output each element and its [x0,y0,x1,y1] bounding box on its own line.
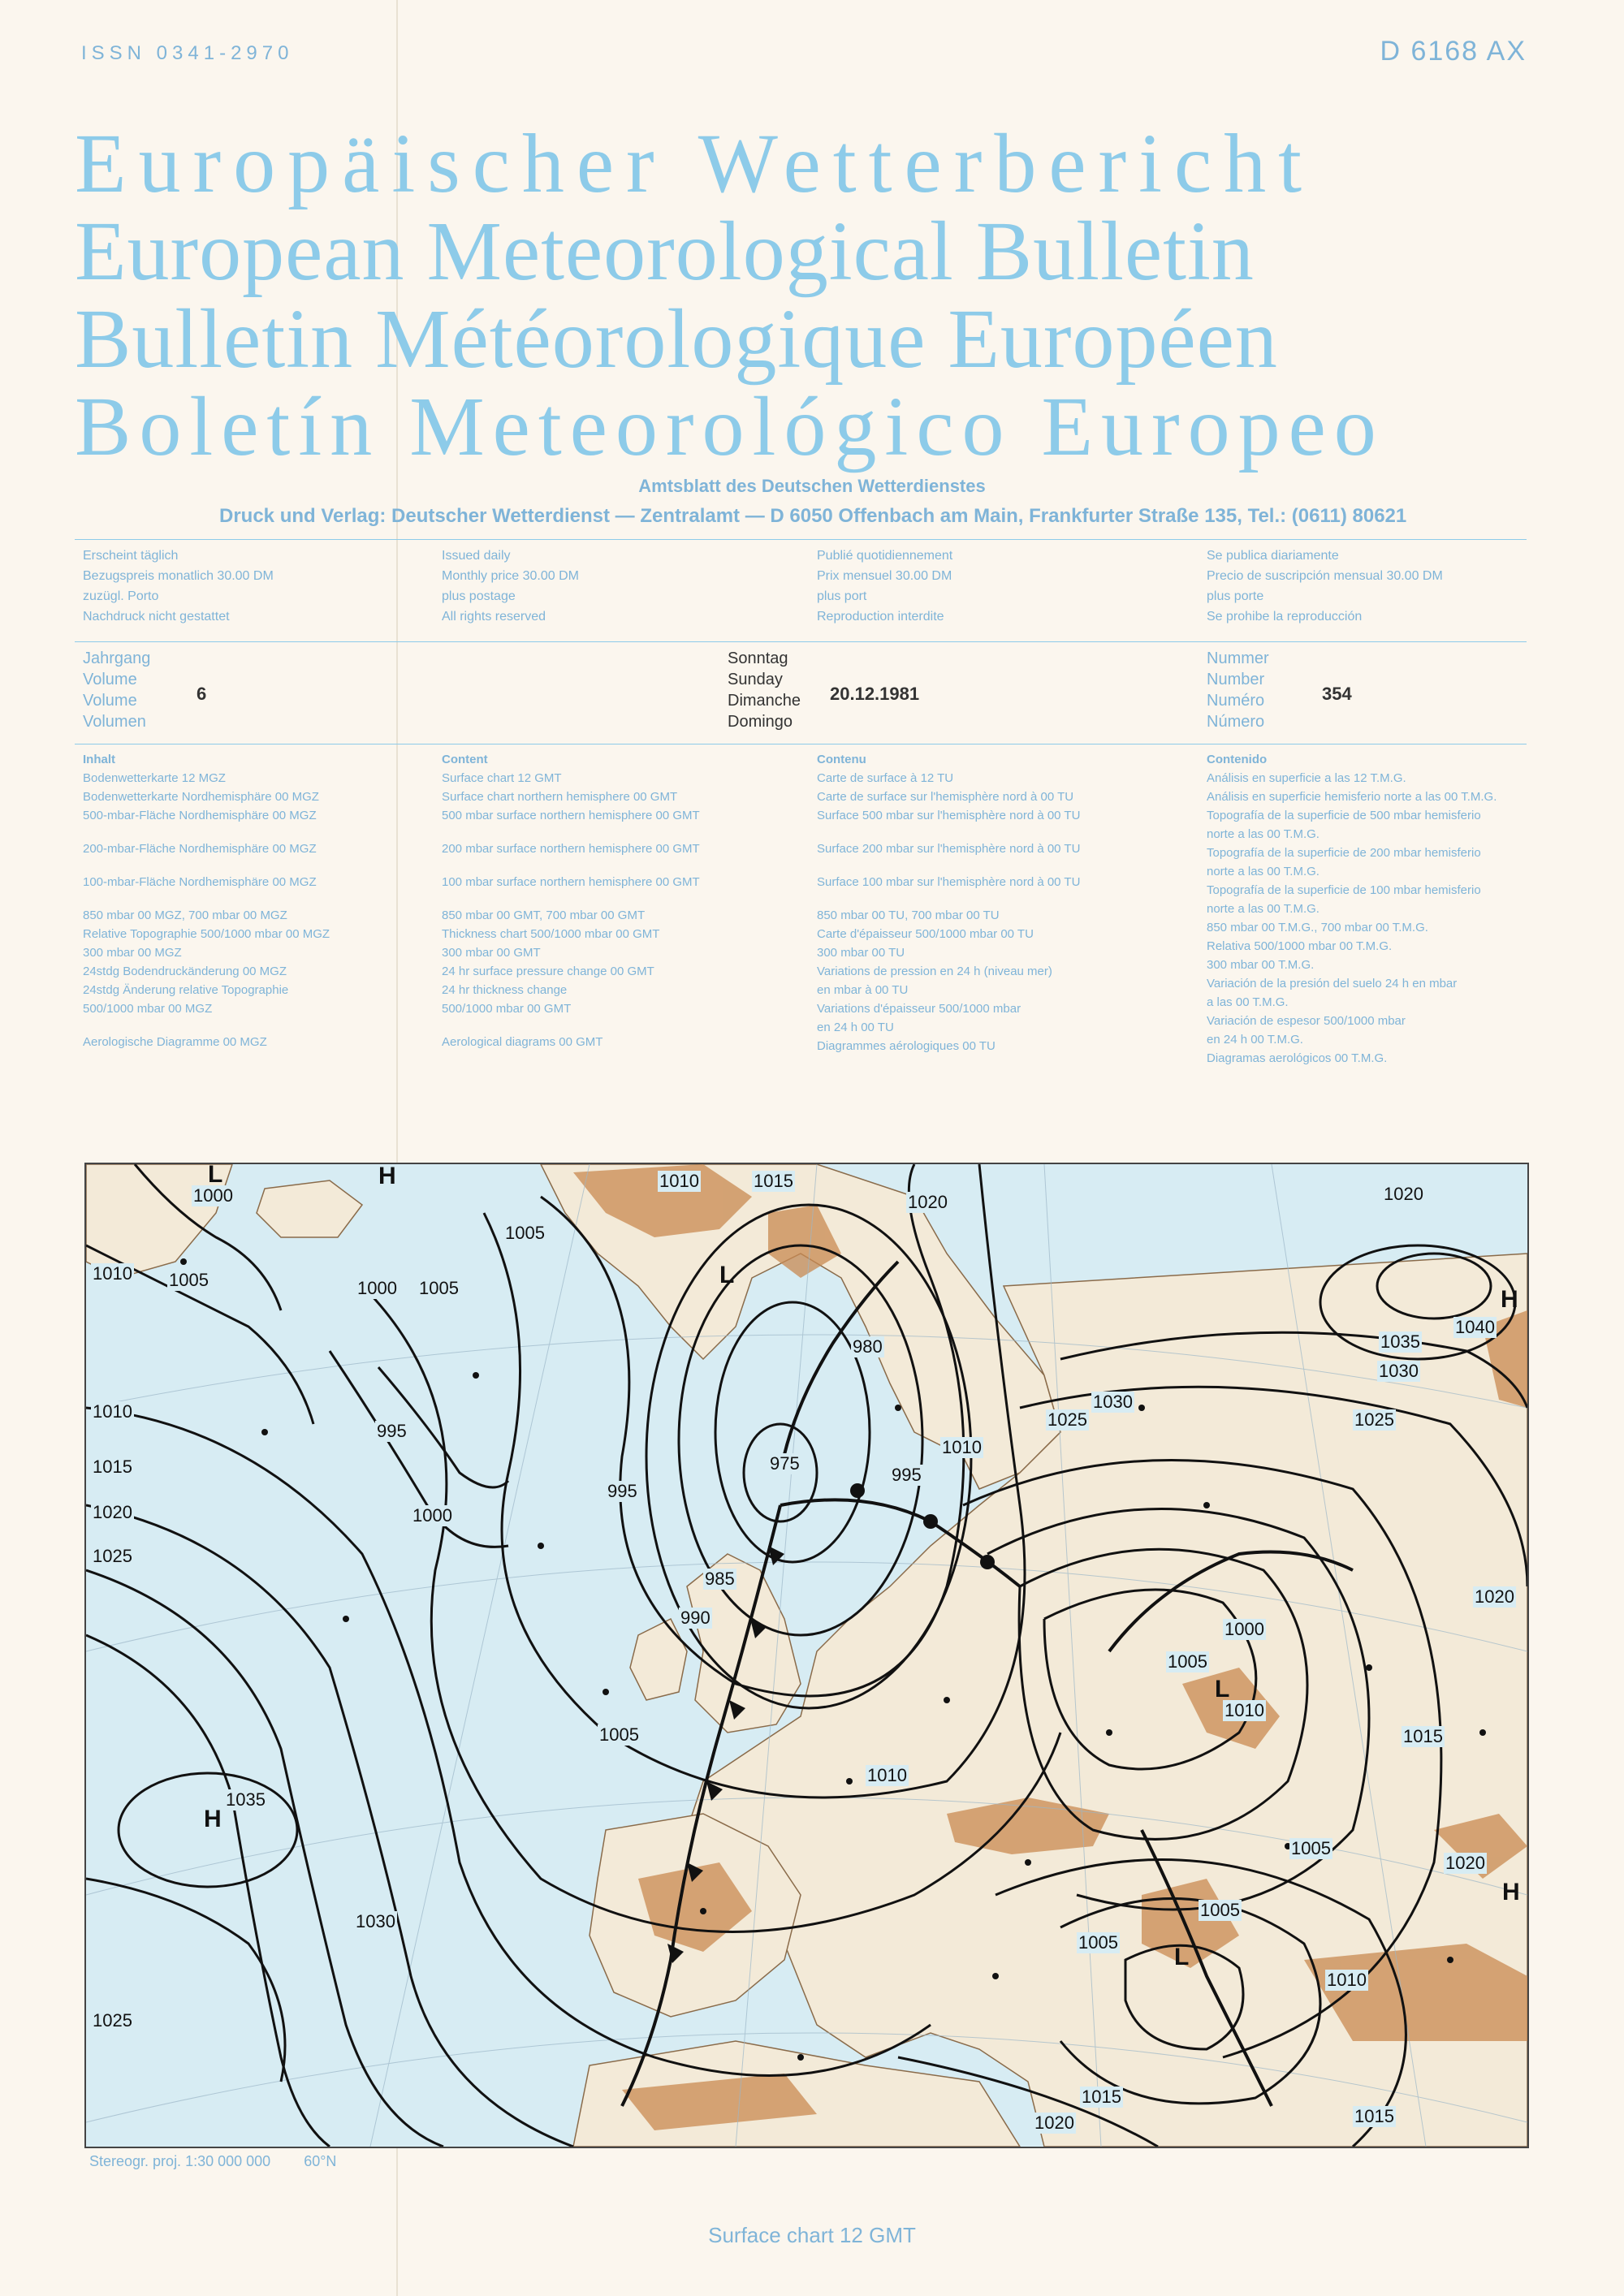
volume-label-en: Volume [83,671,137,688]
contents-en-item: 24 hr thickness change [442,983,568,997]
number-label-fr: Numéro [1207,692,1265,710]
official-gazette-line: Amtsblatt des Deutschen Wetterdienstes [638,476,986,496]
station [538,1543,544,1549]
isobar-label: 1005 [599,1724,639,1745]
publication-en [442,546,579,627]
contents-en-item: 300 mbar 00 GMT [442,946,541,960]
isobar-label: 1000 [412,1505,452,1526]
station [1447,1957,1453,1963]
projection-note: Stereogr. proj. 1:30 000 000 [89,2153,271,2169]
day-de: Sonntag [728,650,788,667]
contents-fr [817,750,1080,1055]
isobar-label: 1005 [1291,1838,1331,1858]
contents-heading-es: Contenido [1207,753,1268,766]
meridian [370,1164,590,2147]
isobar-label: 1015 [1354,2106,1394,2126]
issn: ISSN 0341-2970 [81,42,294,64]
day-es: Domingo [728,713,793,731]
station [797,2054,804,2061]
contents-de-item: Bodenwetterkarte Nordhemisphäre 00 MGZ [83,790,319,804]
contents-en [442,750,700,1051]
warm-front-semicircle [850,1483,865,1498]
contents-de-item: 500/1000 mbar 00 MGZ [83,1002,213,1016]
contents-de-item: Relative Topographie 500/1000 mbar 00 MGZ [83,927,330,941]
contents-es-item: Topografía de la superficie de 100 mbar hemisferio [1207,883,1481,897]
station [846,1778,853,1785]
contents-de-item: 24stdg Bodendruckänderung 00 MGZ [83,965,287,978]
isobar-label: 1010 [1224,1700,1264,1720]
contents-en-item: 24 hr surface pressure change 00 GMT [442,965,654,978]
contents-fr-item: en 24 h 00 TU [817,1021,894,1034]
pub-es-1: Precio de suscripción mensual 30.00 DM [1207,569,1443,583]
isobar-label: 1005 [1200,1900,1240,1920]
warm-front-semicircle [923,1514,938,1529]
station [473,1372,479,1379]
contents-en-item: 500/1000 mbar 00 GMT [442,1002,572,1016]
land-layer [86,1164,1527,2147]
isobar-label: 1015 [93,1457,132,1477]
surface-chart-map [84,1163,1529,2148]
contents-de [83,750,330,1051]
number-label-es: Número [1207,713,1265,731]
isobar-label: 1020 [93,1502,132,1522]
isobar-label: 1015 [1403,1726,1443,1746]
isobar-label: 995 [607,1481,637,1501]
contents-de-item: 24stdg Änderung relative Topographie [83,983,289,997]
contents-fr-item: Carte de surface à 12 TU [817,771,954,785]
isobar-label: 1005 [169,1270,209,1290]
contents-fr-item: Variations d'épaisseur 500/1000 mbar [817,1002,1021,1016]
isobar-label: 1030 [1093,1392,1133,1412]
isobar-label: 995 [377,1421,407,1441]
issue-date: 20.12.1981 [830,684,920,704]
number-label-en: Number [1207,671,1265,688]
isobar-label: 1035 [226,1789,266,1810]
isobar-label: 1010 [867,1765,907,1785]
contents-es-item: Análisis en superficie a las 12 T.M.G. [1207,771,1406,785]
high-pressure-center: H [1501,1286,1518,1313]
contents-es-item: Variación de espesor 500/1000 mbar [1207,1014,1406,1028]
number-labels [1207,648,1269,732]
title-german: Europäischer Wetterbericht [75,117,1315,210]
isobar-label: 1005 [1078,1932,1118,1953]
contents-de-item: 300 mbar 00 MGZ [83,946,182,960]
contents-es [1207,750,1497,1068]
publisher-line: Druck und Verlag: Deutscher Wetterdienst — Zentralamt — D 6050 Offenbach am Main, Frankfurter Straße 135, Tel.: (0611) 80621 [219,505,1407,527]
contents-es-item: Variación de la presión del suelo 24 h en mbar [1207,977,1458,990]
divider-issue-top [75,641,1527,642]
station [1366,1664,1372,1671]
station [944,1697,950,1703]
isobar-label: 1020 [908,1192,948,1212]
contents-heading-fr: Contenu [817,753,866,766]
publication-fr [817,546,952,627]
ireland-landmass [630,1619,687,1700]
station [261,1429,268,1435]
station [343,1616,349,1622]
isobar-label: 1020 [1384,1184,1423,1204]
contents-en-item: Surface chart northern hemisphere 00 GMT [442,790,678,804]
pub-de-3: Nachdruck nicht gestattet [83,610,230,624]
contents-de-item: Bodenwetterkarte 12 MGZ [83,771,226,785]
title-spanish: Boletín Meteorológico Europeo [75,380,1384,473]
isobar-label: 1005 [419,1278,459,1298]
document-id: D 6168 AX [1380,36,1527,67]
pub-fr-3: Reproduction interdite [817,610,944,624]
isobar-label: 1015 [1082,2087,1121,2107]
day-labels [728,648,801,732]
contents-en-item: Thickness chart 500/1000 mbar 00 GMT [442,927,660,941]
divider-top [75,539,1527,540]
station [1479,1729,1486,1736]
contents-es-item: 850 mbar 00 T.M.G., 700 mbar 00 T.M.G. [1207,921,1428,934]
title-french: Bulletin Météorologique Européen [75,292,1278,386]
contents-fr-item: Carte de surface sur l'hemisphère nord à 00 TU [817,790,1074,804]
pub-en-2: plus postage [442,589,516,603]
station [1138,1405,1145,1411]
contents-fr-item: Surface 100 mbar sur l'hemisphère nord à 00 TU [817,875,1081,889]
isobar-label: 1030 [356,1911,395,1931]
isobar-label: 995 [892,1465,922,1485]
title-english: European Meteorological Bulletin [75,205,1255,298]
pub-fr-1: Prix mensuel 30.00 DM [817,569,952,583]
station [992,1973,999,1979]
contents-en-item: 200 mbar surface northern hemisphere 00 GMT [442,842,700,856]
contents-fr-item: 850 mbar 00 TU, 700 mbar 00 TU [817,908,1000,922]
isobar-label: 1020 [1445,1853,1485,1873]
contents-de-item: 200-mbar-Fläche Nordhemisphäre 00 MGZ [83,842,317,856]
pub-es-3: Se prohibe la reproducción [1207,610,1363,624]
contents-es-item: norte a las 00 T.M.G. [1207,827,1320,841]
isobar-label: 975 [770,1453,800,1474]
contents-fr-item: Surface 200 mbar sur l'hemisphère nord à 00 TU [817,842,1081,856]
low-pressure-center: L [719,1262,735,1288]
isobar-label: 1025 [1047,1409,1087,1430]
isobar-label: 1040 [1455,1317,1495,1337]
isobar-label: 1010 [93,1263,132,1284]
publication-de [83,546,274,627]
contents-es-item: a las 00 T.M.G. [1207,995,1289,1009]
pub-fr-2: plus port [817,589,867,603]
contents-fr-item: 300 mbar 00 TU [817,946,905,960]
contents-es-item: Topografía de la superficie de 200 mbar hemisferio [1207,846,1481,860]
low-pressure-center: L [1215,1676,1230,1703]
contents-de-item: Aerologische Diagramme 00 MGZ [83,1035,267,1049]
contents-en-item: 100 mbar surface northern hemisphere 00 GMT [442,875,700,889]
contents-es-item: Topografía de la superficie de 500 mbar hemisferio [1207,809,1481,822]
pub-fr-0: Publié quotidiennement [817,549,953,563]
isobar-label: 1000 [193,1185,233,1206]
contents-es-item: norte a las 00 T.M.G. [1207,902,1320,916]
pub-es-2: plus porte [1207,589,1264,603]
pub-es-0: Se publica diariamente [1207,549,1339,563]
issue-number: 354 [1322,684,1352,704]
contents-heading-de: Inhalt [83,753,115,766]
contents-de-item: 500-mbar-Fläche Nordhemisphäre 00 MGZ [83,809,317,822]
isobar-label: 980 [853,1336,883,1357]
isobar-label: 1020 [1034,2113,1074,2133]
contents-en-item: 850 mbar 00 GMT, 700 mbar 00 GMT [442,908,646,922]
isobar-label: 1025 [93,2010,132,2031]
contents-en-item: Aerological diagrams 00 GMT [442,1035,603,1049]
pub-de-1: Bezugspreis monatlich 30.00 DM [83,569,274,583]
contents-fr-item: Surface 500 mbar sur l'hemisphère nord à 00 TU [817,809,1081,822]
volume-label-de: Jahrgang [83,650,151,667]
contents-fr-item: en mbar à 00 TU [817,983,909,997]
contents-heading-en: Content [442,753,488,766]
isobar-label: 1025 [1354,1409,1394,1430]
station [1203,1502,1210,1508]
contents-es-item: 300 mbar 00 T.M.G. [1207,958,1315,972]
contents-en-item: 500 mbar surface northern hemisphere 00 GMT [442,809,700,822]
contents-es-item: Análisis en superficie hemisferio norte a las 00 T.M.G. [1207,790,1497,804]
volume-labels [83,648,150,732]
latitude-note: 60°N [304,2153,337,2169]
isobar-label: 1035 [1380,1331,1420,1352]
day-fr: Dimanche [728,692,801,710]
isobar-label: 1010 [1327,1970,1367,1990]
low-pressure-center: L [208,1163,223,1188]
warm-front-semicircle [980,1555,995,1569]
contents-es-item: Relativa 500/1000 mbar 00 T.M.G. [1207,939,1393,953]
isobar-label: 985 [705,1569,735,1589]
station [603,1689,609,1695]
publication-es [1207,546,1443,627]
high-pressure-center: H [1502,1879,1520,1905]
isobar-label: 1020 [1475,1586,1514,1607]
low-pressure-center: L [1174,1944,1190,1970]
day-en: Sunday [728,671,783,688]
contents-es-item: Diagramas aerológicos 00 T.M.G. [1207,1051,1388,1065]
isobar-980 [715,1302,870,1562]
isobar-label: 1010 [93,1401,132,1422]
contents-en-item: Surface chart 12 GMT [442,771,562,785]
contents-de-item: 850 mbar 00 MGZ, 700 mbar 00 MGZ [83,908,287,922]
high-pressure-center: H [378,1163,396,1189]
isobar-label: 1030 [1379,1361,1419,1381]
isobar-label: 1015 [754,1171,793,1191]
number-label-de: Nummer [1207,650,1269,667]
station [700,1908,706,1914]
contents-fr-item: Diagrammes aérologiques 00 TU [817,1039,996,1053]
contents-fr-item: Carte d'épaisseur 500/1000 mbar 00 TU [817,927,1034,941]
volume-label-fr: Volume [83,692,137,710]
contents-es-item: norte a las 00 T.M.G. [1207,865,1320,878]
station [1106,1729,1112,1736]
isobar-label: 1005 [1168,1651,1207,1672]
iceland-landmass [257,1180,362,1237]
pub-en-3: All rights reserved [442,610,546,624]
station [895,1405,901,1411]
isobar-label: 1000 [1224,1619,1264,1639]
isobar-label: 1010 [659,1171,699,1191]
isobar-label: 990 [680,1608,710,1628]
isobar-label: 1005 [505,1223,545,1243]
contents-de-item: 100-mbar-Fläche Nordhemisphäre 00 MGZ [83,875,317,889]
pub-de-2: zuzügl. Porto [83,589,159,603]
isobar-label: 1000 [357,1278,397,1298]
contents-fr-item: Variations de pression en 24 h (niveau mer) [817,965,1052,978]
volume-label-es: Volumen [83,713,146,731]
contents-es-item: en 24 h 00 T.M.G. [1207,1033,1303,1047]
pub-en-1: Monthly price 30.00 DM [442,569,579,583]
high-pressure-center: H [204,1806,222,1832]
pub-de-0: Erscheint täglich [83,549,179,563]
station [180,1258,187,1265]
isobar-1030 [86,1879,285,2082]
volume-number: 6 [197,684,207,704]
pub-en-0: Issued daily [442,549,511,563]
map-canvas [86,1164,1527,2147]
isobar-label: 1025 [93,1546,132,1566]
isobar-label: 1010 [942,1437,982,1457]
map-footer [89,2153,336,2170]
station [1025,1859,1031,1866]
map-caption: Surface chart 12 GMT [708,2223,916,2247]
isobar-1025 [86,1635,330,2147]
